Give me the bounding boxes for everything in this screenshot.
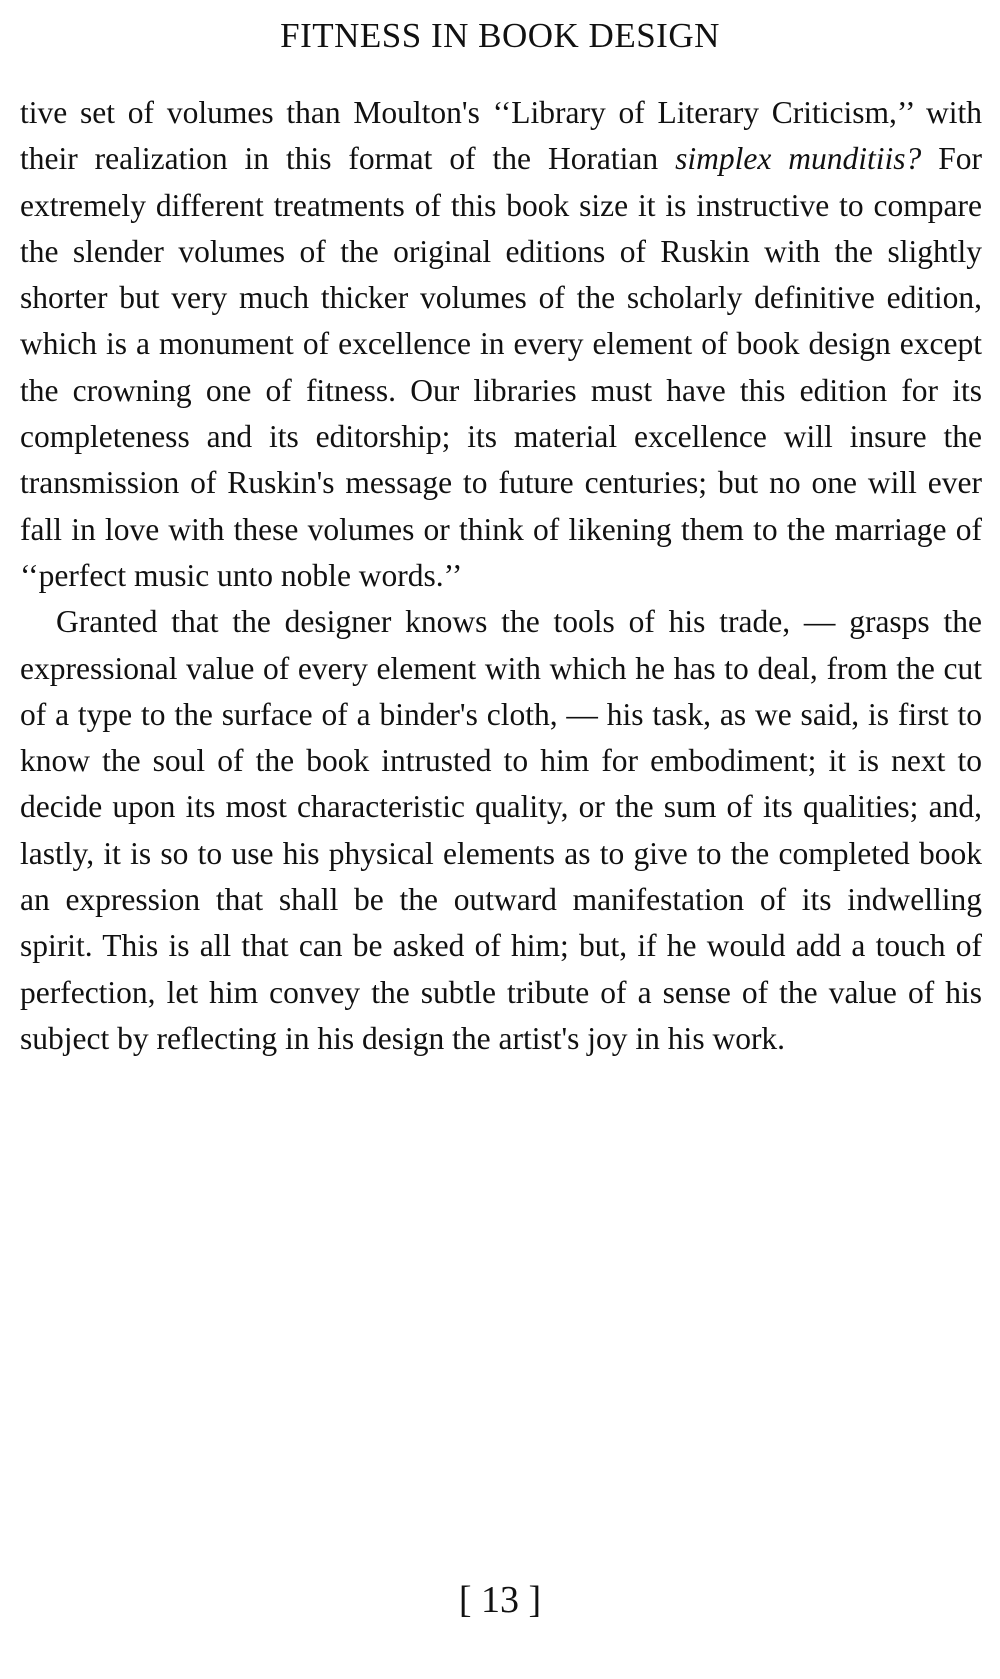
paragraph-1-text-a: tive set of volumes than Moulton's ‘‘Library of Literary Criticism,’’ with their realization in this format of the Horatian bbox=[20, 95, 982, 177]
running-head: FITNESS IN BOOK DESIGN bbox=[280, 16, 720, 55]
latin-phrase: simplex munditiis? bbox=[675, 141, 922, 177]
paragraph-1-text-b: For extremely different treatments of this book size it is instructive to compare the slender volumes of the original editions of Ruskin with the slightly shorter but very much thicker volumes of the scholarly definitive edition, which is a monument of excellence in every element of book design except the crowning one of fitness. Our libraries must have this edition for its completeness and its editorship; its material excellence will insure the transmission of Ruskin's message to future centuries; but no one will ever fall in love with these volumes or think of likening them to the marriage of ‘‘perfect music unto noble words.’’ bbox=[20, 141, 982, 593]
paragraph-continued bbox=[20, 90, 982, 599]
page-number: [ 13 ] bbox=[458, 1579, 542, 1621]
body-text bbox=[20, 90, 982, 1062]
paragraph-2: Granted that the designer knows the tools of his trade, — grasps the expressional value of every element with which he has to deal, from the cut of a type to the surface of a binder's cloth, — his task, as we said, is first to know the soul of the book intrusted to him for embodiment; it is next to decide upon its most characteristic quality, or the sum of its qualities; and, lastly, it is so to use his physical elements as to give to the completed book an expression that shall be the outward manifestation of its indwelling spirit. This is all that can be asked of him; but, if he would add a touch of perfection, let him convey the subtle tribute of a sense of the value of his subject by reflecting in his design the artist's joy in his work. bbox=[20, 604, 982, 1056]
